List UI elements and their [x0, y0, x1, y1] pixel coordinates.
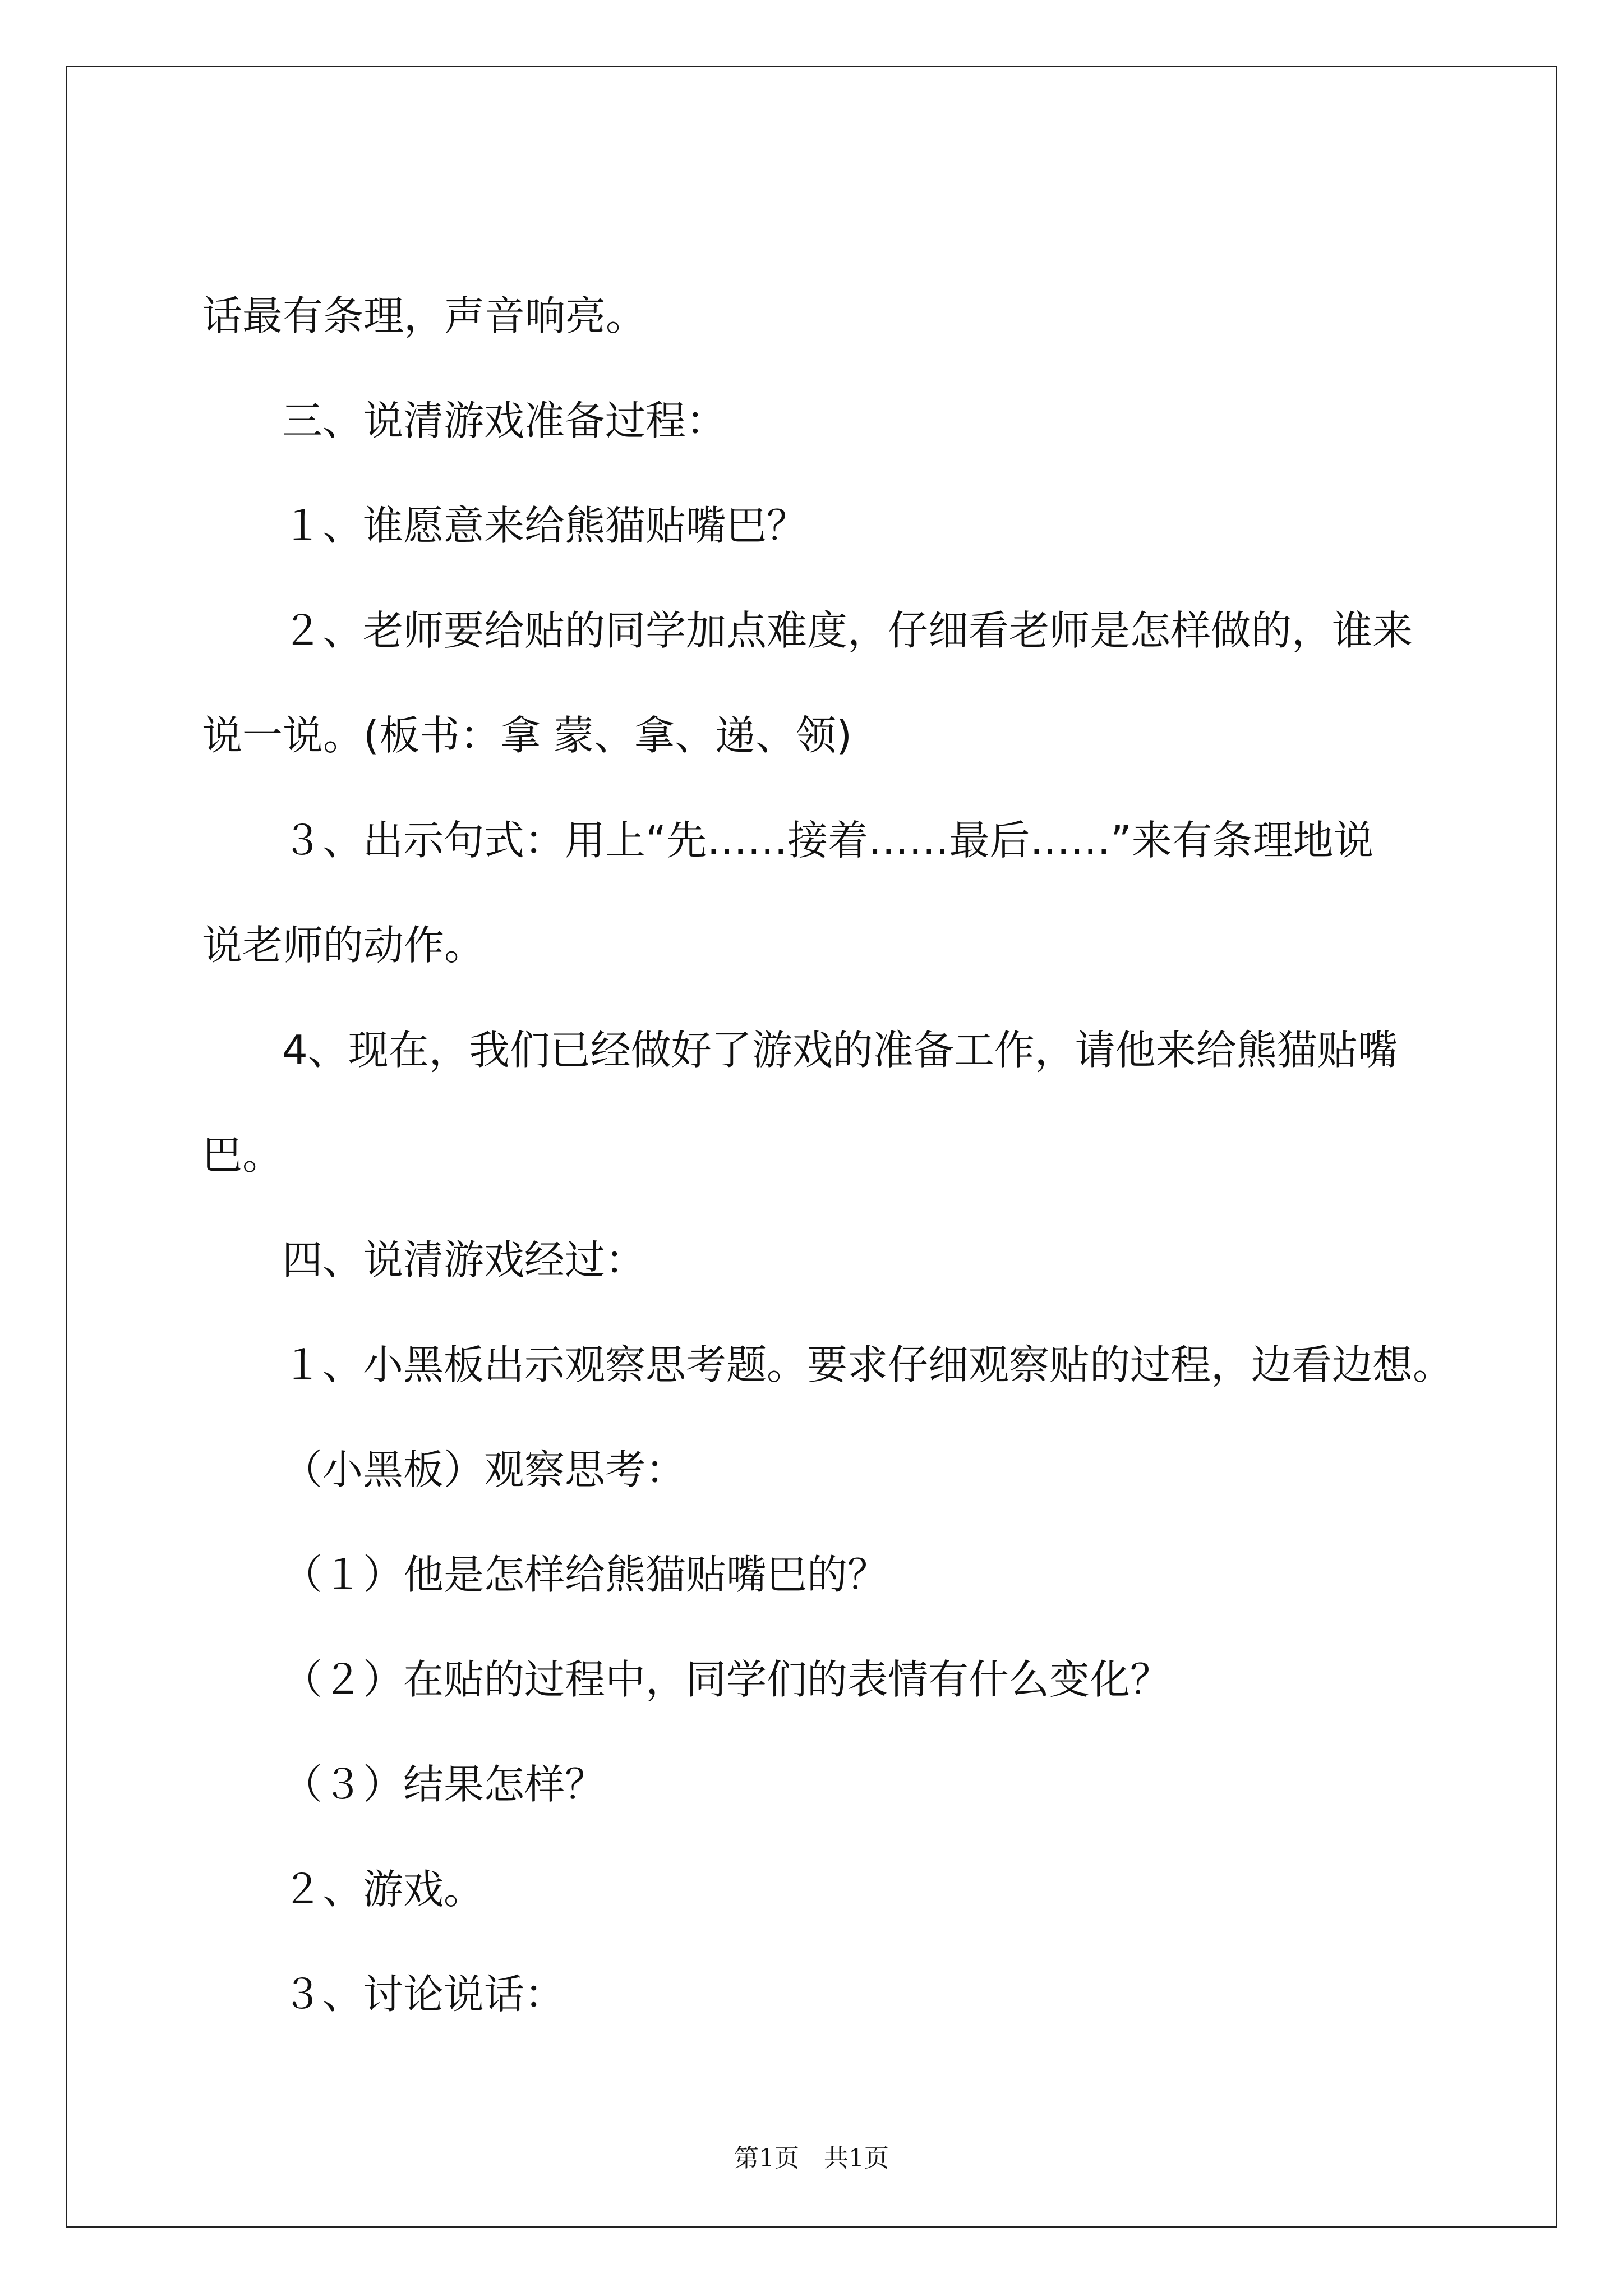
text-line: 说老师的动作。	[202, 922, 485, 969]
page-number-footer: 第1页 共1页	[734, 2144, 889, 2173]
text-line: （小黑板）观察思考：	[282, 1446, 686, 1493]
text-line: ２、老师要给贴的同学加点难度，仔细看老师是怎样做的，谁来	[282, 607, 1413, 654]
text-line: ３、讨论说话：	[282, 1971, 565, 2018]
text-line: 4、现在，我们已经做好了游戏的准备工作，请他来给熊猫贴嘴	[282, 1027, 1398, 1074]
text-line: １、谁愿意来给熊猫贴嘴巴？	[282, 502, 808, 549]
text-line: ３、出示句式：用上“先……接着……最后……”来有条理地说	[282, 817, 1374, 864]
text-line: 三、说清游戏准备过程：	[282, 397, 727, 444]
text-line: 话最有条理，声音响亮。	[202, 292, 647, 339]
text-line: （２）在贴的过程中，同学们的表情有什么变化？	[282, 1656, 1171, 1703]
text-line: 说一说。(板书：拿 蒙、拿、递、领)	[202, 712, 852, 759]
text-line: ２、游戏。	[282, 1866, 485, 1913]
text-line: （１）他是怎样给熊猫贴嘴巴的？	[282, 1551, 888, 1598]
text-line: 巴。	[202, 1131, 283, 1179]
text-line: １、小黑板出示观察思考题。要求仔细观察贴的过程，边看边想。	[282, 1341, 1454, 1388]
text-line: 四、说清游戏经过：	[282, 1236, 646, 1283]
document-page	[66, 66, 1557, 2228]
text-line: （３）结果怎样？	[282, 1761, 606, 1808]
